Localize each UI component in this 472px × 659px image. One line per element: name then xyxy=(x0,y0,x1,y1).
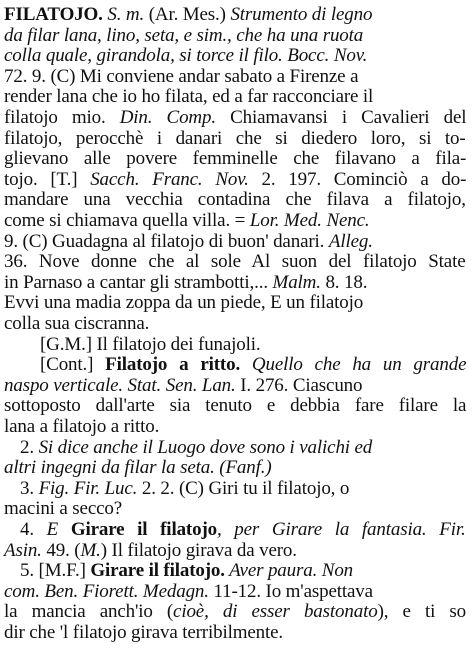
entry-line xyxy=(20,478,349,500)
italic-text: Fig. Fir. Luc. xyxy=(38,477,138,499)
entry-line xyxy=(4,272,367,294)
text-segment: I. 276. Ciascuno xyxy=(235,374,363,396)
text-segment: filatojo, perocchè i danari che si diedero loro, si to- xyxy=(4,127,466,149)
entry-line xyxy=(4,107,466,129)
italic-text: E xyxy=(46,519,71,540)
entry-line xyxy=(4,231,373,253)
text-segment: filatojo mio. xyxy=(4,107,120,128)
text-segment: [G.M.] Il filatojo dei funajoli. xyxy=(40,333,261,355)
italic-text: cioè, di esser bastonato xyxy=(173,601,378,623)
entry-line xyxy=(4,86,373,108)
text-segment: macini a secco? xyxy=(4,498,123,520)
text-segment: Evvi una madia zoppa da un piede, E un filatojo xyxy=(4,292,364,314)
text-segment: 3. xyxy=(20,477,39,499)
entry-line xyxy=(4,169,466,191)
text-segment: come si chiamava quella villa. = xyxy=(4,210,250,231)
italic-text: da filar lana, lino, seta, e sim., che ha una ruota xyxy=(4,24,364,46)
text-segment: mandare una vecchia contadina che filava a filatojo, xyxy=(4,189,466,211)
italic-text: colla quale, girandola, si torce il filo. Bocc. Nov. xyxy=(4,45,368,67)
text-segment: 36. Nove donne che al sole Al suon del filatojo State xyxy=(4,251,466,273)
entry-line xyxy=(4,25,363,47)
entry-line xyxy=(4,416,159,438)
italic-text: Strumento di legno xyxy=(230,4,373,25)
text-segment: lana a filatojo a ritto. xyxy=(4,416,160,437)
italic-text: Malm. xyxy=(272,271,321,293)
headword-text: FILATOJO. xyxy=(4,4,103,25)
text-segment: 8. 18. xyxy=(320,271,368,293)
entry-line xyxy=(4,292,363,314)
italic-text: Alleg. xyxy=(328,230,373,252)
italic-text: Sacch. Franc. Nov. xyxy=(90,168,249,190)
italic-text: Quello che ha un grande xyxy=(240,354,467,376)
text-segment: render lana che io ho filata, ed a far racconciare il xyxy=(4,86,374,108)
text-segment: 49. ( xyxy=(41,539,81,561)
text-segment: la mancia anch'io ( xyxy=(4,601,174,623)
entry-line xyxy=(20,560,353,582)
text-segment: 9. (C) Guadagna al filatojo di buon' danari. xyxy=(4,230,329,252)
entry-line xyxy=(4,313,149,335)
text-segment: 2. 197. Cominciò a do- xyxy=(248,168,467,190)
italic-text: com. Ben. Fiorett. Medagn. xyxy=(4,580,209,602)
italic-text: naspo verticale. Stat. Sen. Lan. xyxy=(4,374,236,396)
text-segment: (Ar. Mes.) xyxy=(148,4,231,25)
entry-line xyxy=(4,4,372,26)
entry-line xyxy=(40,354,466,376)
entry-line xyxy=(4,622,283,644)
text-segment: sottoposto dall'arte sia tenuto e debbia fare filare la xyxy=(4,395,467,417)
entry-line xyxy=(20,519,466,541)
entry-line xyxy=(4,251,466,273)
italic-text: altri ingegni da filar la seta. (Fanf.) xyxy=(4,457,272,479)
text-segment: 5. [M.F.] xyxy=(20,560,91,582)
entry-line xyxy=(20,437,372,459)
headword-text: Filatojo a ritto. xyxy=(105,354,241,376)
entry-line xyxy=(4,540,297,562)
entry-line xyxy=(4,45,367,67)
entry-line xyxy=(4,189,466,211)
text-segment: 72. 9. (C) Mi conviene andar sabato a Firenze a xyxy=(4,65,359,87)
italic-text: Asin. xyxy=(4,539,42,561)
entry-line xyxy=(4,601,466,623)
text-segment: ) Il filatojo girava da vero. xyxy=(100,539,297,561)
headword-text: Girare il filatojo. xyxy=(90,560,225,582)
entry-line xyxy=(40,334,261,356)
text-segment: ), e ti so xyxy=(377,601,466,623)
entry-line xyxy=(4,457,272,479)
entry-line xyxy=(4,128,466,150)
italic-text: M. xyxy=(80,539,101,561)
italic-text: Aver paura. Non xyxy=(224,560,354,582)
text-segment: 11-12. Io m'aspettava xyxy=(208,580,373,602)
entry-line xyxy=(4,210,369,232)
entry-line xyxy=(4,395,466,417)
text-segment: 2. 2. (C) Giri tu il filatojo, o xyxy=(137,477,350,499)
entry-line xyxy=(4,581,373,603)
italic-text: Si dice anche il Luogo dove sono i valichi ed xyxy=(38,436,373,458)
text-segment: [Cont.] xyxy=(40,354,106,376)
entry-line xyxy=(4,375,362,397)
text-segment: tojo. [T.] xyxy=(4,168,91,190)
entry-line xyxy=(4,66,358,88)
headword-text: Girare il filatojo xyxy=(70,519,217,540)
text-segment: Chiamavansi i Cavalieri del xyxy=(215,107,467,128)
text-segment: glievano alle povere femminelle che filavano a fila- xyxy=(4,148,467,170)
text-segment: dir che 'l filatojo girava terribilmente. xyxy=(4,622,283,643)
text-segment: 4. xyxy=(20,519,47,540)
entry-line xyxy=(4,148,466,170)
text-segment: 2. xyxy=(20,436,39,458)
italic-text: Lor. Med. Nenc. xyxy=(249,210,370,231)
italic-text: , per Girare la fantasia. Fir. xyxy=(216,519,466,540)
entry-line xyxy=(4,498,122,520)
text-segment: in Parnaso a cantar gli strambotti,... xyxy=(4,271,273,293)
italic-text: Din. Comp. xyxy=(119,107,216,128)
italic-text: S. m. xyxy=(102,4,149,25)
text-segment: colla sua ciscranna. xyxy=(4,313,150,334)
